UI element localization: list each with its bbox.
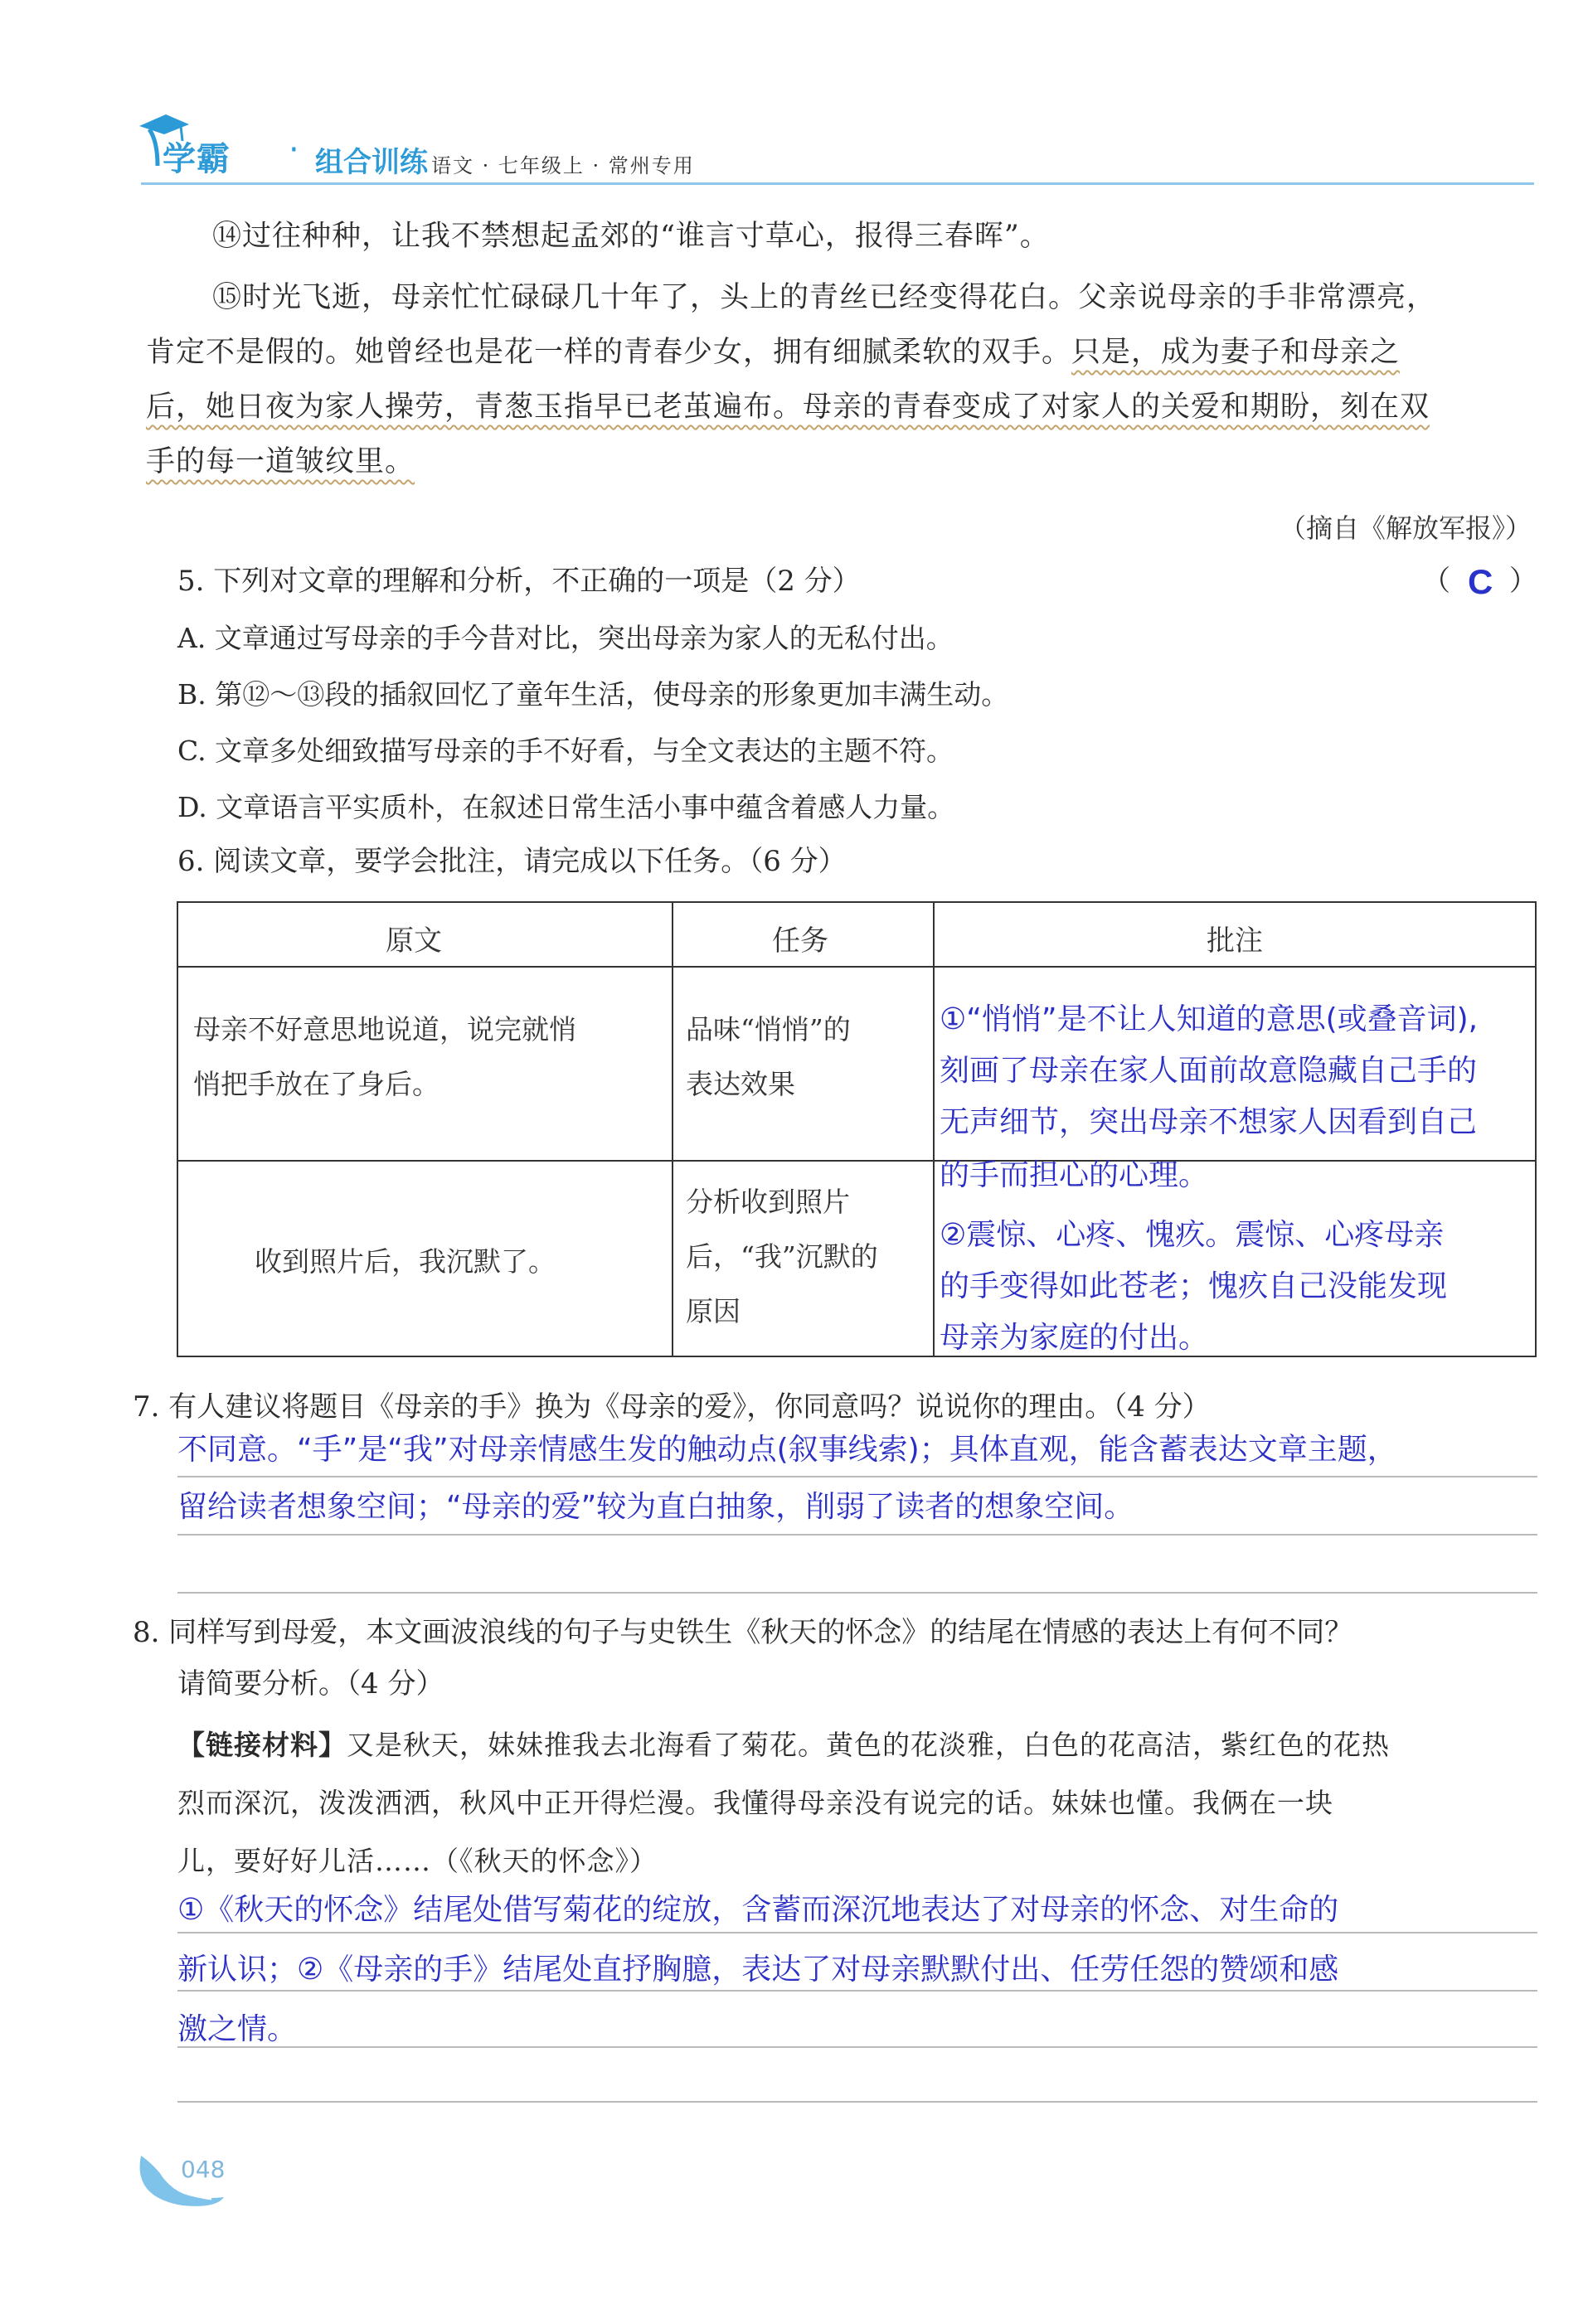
question-7-answer — [177, 1421, 1397, 1536]
material-line2: 烈而深沉，泼泼洒洒，秋风中正开得烂漫。我懂得母亲没有说完的话。妹妹也懂。我俩在一块 — [177, 1787, 1333, 1819]
table-header-original: 原文 — [386, 924, 442, 958]
row2-answer-line2: 的手变得如此苍老；愧疚自己没能发现 — [940, 1269, 1448, 1303]
answer-rule — [177, 1476, 1537, 1477]
material-line1: 又是秋天，妹妹推我去北海看了菊花。黄色的花淡雅，白色的花高洁，紫红色的花热 — [347, 1729, 1390, 1761]
wavy-sentence-part-2: 后，她日夜为家人操劳，青葱玉指早已老茧遍布。母亲的青春变成了对家人的关爱和期盼，刻在双 — [146, 391, 1430, 424]
header-divider — [141, 182, 1534, 185]
table-header-task: 任务 — [772, 924, 828, 958]
question-8-stem-line2: 请简要分析。（4 分） — [177, 1667, 444, 1701]
book-subject: 语文 · 七年级上 · 常州专用 — [431, 154, 695, 177]
row1-answer-line3: 无声细节，突出母亲不想家人因看到自己 — [940, 1105, 1478, 1139]
row1-original — [193, 1002, 576, 1112]
paragraph-14 — [146, 209, 1539, 264]
p15-line-2: 肯定不是假的。她曾经也是花一样的青春少女，拥有细腻柔软的双手。 — [146, 336, 1072, 369]
question-8-stem-line1: 8. 同样写到母爱，本文画波浪线的句子与史铁生《秋天的怀念》的结尾在情感的表达上有何不同？ — [133, 1616, 1353, 1649]
q7-answer-line1: 不同意。“手”是“我”对母亲情感生发的触动点(叙事线索)；具体直观，能含蓄表达文章主题， — [177, 1433, 1397, 1467]
answer-rule — [177, 1534, 1537, 1536]
row2-task-line3: 原因 — [686, 1295, 741, 1327]
row1-task — [686, 1002, 851, 1112]
question-5-option-d: D. 文章语言平实质朴，在叙述日常生活小事中蕴含着感人力量。 — [177, 791, 955, 823]
row1-answer-continued: 的手而担心的心理。 — [940, 1158, 1209, 1192]
series-title: 组合训练 — [315, 146, 428, 179]
answer-rule — [177, 2046, 1537, 2048]
linked-material — [177, 1716, 1546, 1890]
row2-handwritten-answer — [940, 1210, 1447, 1364]
question-5-option-c: C. 文章多处细致描写母亲的手不好看，与全文表达的主题不符。 — [177, 735, 954, 767]
question-7-stem: 7. 有人建议将题目《母亲的手》换为《母亲的爱》，你同意吗？说说你的理由。（4 分） — [133, 1390, 1211, 1424]
answer-rule — [177, 2101, 1537, 2103]
wavy-sentence-part-3: 手的每一道皱纹里。 — [146, 445, 415, 478]
answer-bracket-right: ） — [1509, 565, 1537, 598]
answer-bracket-left: （ — [1422, 565, 1450, 598]
question-6-stem: 6. 阅读文章，要学会批注，请完成以下任务。（6 分） — [177, 845, 847, 878]
q8-answer-line2: 新认识；②《母亲的手》结尾处直抒胸臆，表达了对母亲默默付出、任劳任怨的赞颂和感 — [177, 1953, 1339, 1987]
row2-task-line1: 分析收到照片 — [686, 1186, 850, 1218]
question-5-answer: C — [1468, 562, 1493, 601]
brand-separator: · — [289, 131, 299, 169]
wavy-sentence-part-1: 只是，成为妻子和母亲之 — [1071, 336, 1401, 369]
answer-rule — [177, 1990, 1537, 1992]
answer-rule — [177, 1932, 1537, 1933]
row1-original-line2: 悄把手放在了身后。 — [193, 1068, 439, 1100]
row1-task-line2: 表达效果 — [686, 1068, 795, 1100]
table-header-annotation: 批注 — [1207, 924, 1263, 958]
row2-original: 收到照片后，我沉默了。 — [255, 1245, 556, 1278]
row1-original-line1: 母亲不好意思地说道，说完就悄 — [193, 1013, 576, 1046]
row2-task — [686, 1175, 878, 1339]
p15-line-1: ⑮时光飞逝，母亲忙忙碌碌几十年了，头上的青丝已经变得花白。父亲说母亲的手非常漂亮， — [212, 281, 1437, 314]
question-5-stem: 5. 下列对文章的理解和分析，不正确的一项是（2 分） — [177, 565, 861, 598]
row1-handwritten-answer — [940, 994, 1478, 1148]
row2-answer-line1: ②震惊、心疼、愧疚。震惊、心疼母亲 — [940, 1218, 1445, 1252]
row1-answer-line2: 刻画了母亲在家人面前故意隐藏自己手的 — [940, 1054, 1478, 1088]
answer-rule — [177, 1592, 1537, 1594]
annotation-table — [177, 901, 1537, 1357]
paragraph-14-text: ⑭过往种种，让我不禁想起孟郊的“谁言寸草心，报得三春晖”。 — [212, 220, 1050, 253]
row2-task-line2: 后，“我”沉默的 — [686, 1240, 878, 1273]
row1-answer-line1: ①“悄悄”是不让人知道的意思(或叠音词), — [940, 1002, 1479, 1036]
q8-answer-line1: ①《秋天的怀念》结尾处借写菊花的绽放，含蓄而深沉地表达了对母亲的怀念、对生命的 — [177, 1893, 1339, 1927]
question-5-option-b: B. 第⑫～⑬段的插叙回忆了童年生活，使母亲的形象更加丰满生动。 — [177, 678, 1009, 711]
question-5-option-a: A. 文章通过写母亲的手今昔对比，突出母亲为家人的无私付出。 — [177, 622, 954, 654]
brand-title: 学霸 — [163, 140, 231, 178]
material-line3: 儿，要好好儿活……（《秋天的怀念》） — [177, 1845, 658, 1877]
q8-answer-line3: 激之情。 — [177, 2012, 298, 2046]
paragraph-15 — [146, 270, 1539, 489]
q7-answer-line2: 留给读者想象空间；“母亲的爱”较为直白抽象，削弱了读者的想象空间。 — [177, 1490, 1134, 1524]
row2-answer-line3: 母亲为家庭的付出。 — [940, 1321, 1209, 1355]
page-number: 048 — [181, 2156, 226, 2183]
linked-material-tag: 【链接材料】 — [177, 1729, 347, 1761]
question-8-answer — [177, 1880, 1338, 2060]
passage-source: （摘自《解放军报》） — [1279, 512, 1532, 544]
row1-task-line1: 品味“悄悄”的 — [686, 1013, 851, 1046]
